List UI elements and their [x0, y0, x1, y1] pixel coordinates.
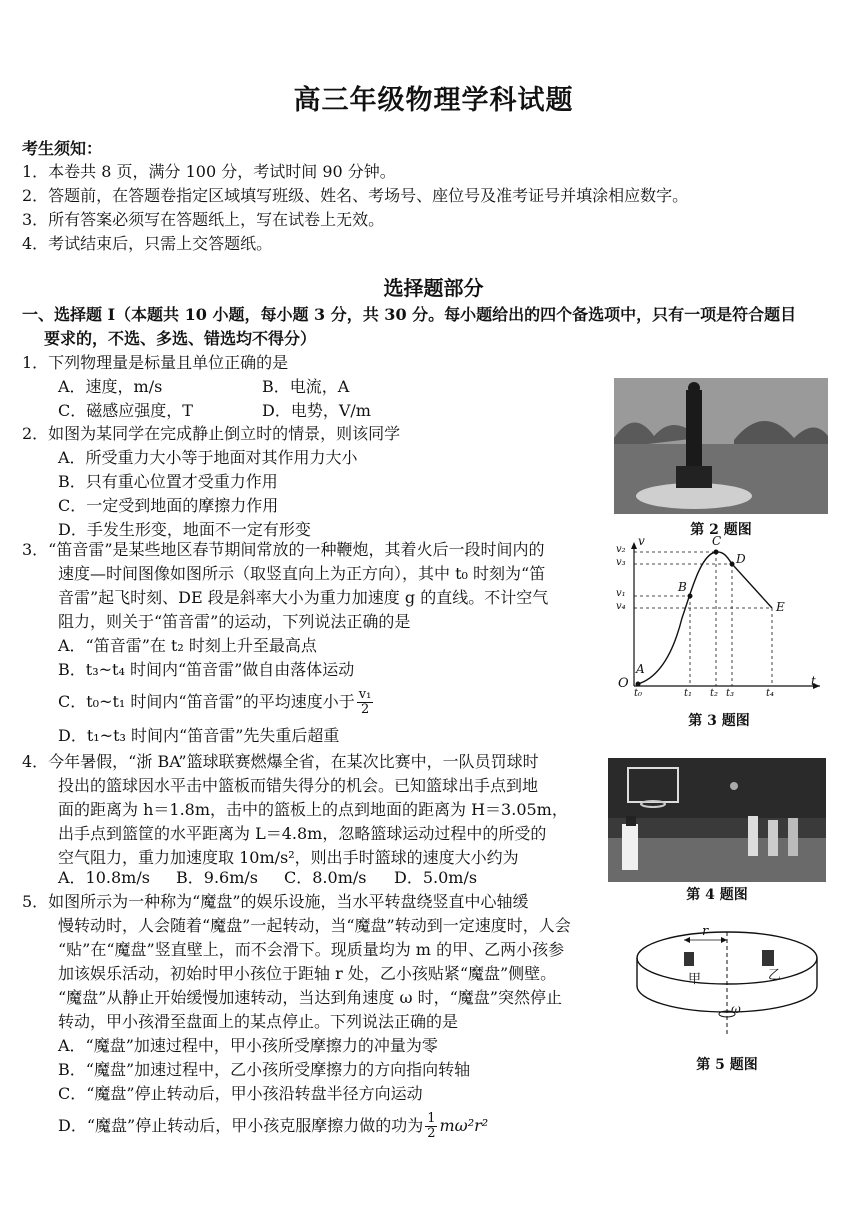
- fraction: [357, 688, 374, 717]
- q3-stem-line: 阻力，则关于“笛音雷”的运动，下列说法正确的是: [58, 612, 411, 631]
- q4-stem-line: 投出的篮球因水平击中篮板而错失得分的机会。已知篮球出手点到地: [58, 776, 539, 795]
- q3-stem-line: 速度—时间图像如图所示（取竖直向上为正方向），其中 t₀ 时刻为“笛: [58, 564, 546, 583]
- q3-stem-line: 音雷”起飞时刻、DE 段是斜率大小为重力加速度 g 的直线。不计空气: [58, 588, 549, 607]
- basketball-photo: [608, 758, 826, 882]
- notice-item: 4．考试结束后，只需上交答题纸。: [22, 234, 273, 253]
- q3-stem-line: 3．“笛音雷”是某些地区春节期间常放的一种鞭炮，其着火后一段时间内的: [22, 540, 545, 559]
- tick-t2: t₂: [710, 688, 719, 699]
- q2-option-a: A．所受重力大小等于地面对其作用力大小: [58, 448, 358, 467]
- q4-option-c: C．8.0m/s: [284, 868, 367, 887]
- q4-stem-line: 出手点到篮筐的水平距离为 L＝4.8m，忽略篮球运动过程中的所受的: [58, 824, 547, 843]
- point-b-label: B: [678, 580, 687, 594]
- figure-caption-5: 第 5 题图: [696, 1057, 758, 1073]
- q5-stem-line: 5．如图所示为一种称为“魔盘”的娱乐设施，当水平转盘绕竖直中心轴缓: [22, 892, 529, 911]
- q5-option-d: [58, 1112, 488, 1141]
- point-a-label: A: [636, 662, 645, 676]
- q5-option-c: C．“魔盘”停止转动后，甲小孩沿转盘半径方向运动: [58, 1084, 423, 1103]
- q5-option-b: B．“魔盘”加速过程中，乙小孩所受摩擦力的方向指向转轴: [58, 1060, 471, 1079]
- q5-option-d-expr: mω²r²: [439, 1116, 489, 1135]
- q5-stem-line: 转动，甲小孩滑至盘面上的某点停止。下列说法正确的是: [58, 1012, 459, 1031]
- point-c-label: C: [712, 534, 722, 548]
- q2-option-d: D．手发生形变，地面不一定有形变: [58, 520, 311, 539]
- section-title: 选择题部分: [383, 276, 484, 300]
- origin-label: O: [618, 676, 629, 691]
- child-yi-label: 乙: [768, 968, 782, 983]
- q2-option-c: C．一定受到地面的摩擦力作用: [58, 496, 279, 515]
- q2-stem: 2．如图为某同学在完成静止倒立时的情景，则该同学: [22, 424, 401, 443]
- q1-option-c: C．磁感应强度，T: [58, 401, 193, 420]
- q5-stem-line: 慢转动时，人会随着“魔盘”一起转动，当“魔盘”转动到一定速度时，人会: [58, 916, 571, 935]
- q4-option-a: A．10.8m/s: [58, 868, 150, 887]
- fraction-denominator: 2: [360, 702, 370, 717]
- notice-heading: 考生须知：: [22, 139, 103, 158]
- fraction-numerator: v₁: [358, 687, 372, 702]
- q1-option-a: A．速度，m/s: [58, 377, 163, 396]
- tick-v1: v₁: [616, 588, 626, 599]
- q5-option-d-text: D．“魔盘”停止转动后，甲小孩克服摩擦力做的功为: [58, 1116, 424, 1135]
- q4-stem-line: 4．今年暑假，“浙 BA”篮球联赛燃爆全省，在某次比赛中，一队员罚球时: [22, 752, 539, 771]
- fraction-numerator: 1: [427, 1111, 436, 1126]
- q3-option-c: [58, 688, 375, 717]
- q3-option-a: A．“笛音雷”在 t₂ 时刻上升至最高点: [58, 636, 317, 655]
- figure-caption-3: 第 3 题图: [688, 713, 750, 729]
- notice-item: 2．答题前，在答题卷指定区域填写班级、姓名、考场号、座位号及准考证号并填涂相应数字。: [22, 186, 689, 205]
- q4-option-b: B．9.6m/s: [176, 868, 258, 887]
- fraction: [425, 1112, 437, 1141]
- handstand-photo: [614, 378, 828, 514]
- tick-v2: v₂: [616, 544, 626, 555]
- tick-t0: t₀: [634, 688, 643, 699]
- tick-v4: v₄: [616, 601, 626, 612]
- part-heading: 一、选择题 I（本题共 10 小题，每小题 3 分，共 30 分。每小题给出的四个备选项中，只有一项是符合题目: [22, 305, 797, 324]
- q4-stem-line: 面的距离为 h＝1.8m，击中的篮板上的点到地面的距离为 H＝3.05m，: [58, 800, 568, 819]
- magic-disk-figure: [628, 918, 826, 1048]
- q1-stem: 1．下列物理量是标量且单位正确的是: [22, 353, 289, 372]
- notice-item: 3．所有答案必须写在答题纸上，写在试卷上无效。: [22, 210, 385, 229]
- tick-t3: t₃: [726, 688, 735, 699]
- radius-label: r: [702, 924, 709, 939]
- point-e-label: E: [776, 600, 785, 614]
- q3-option-d: D．t₁~t₃ 时间内“笛音雷”先失重后超重: [58, 726, 340, 745]
- page-title: 高三年级物理学科试题: [293, 85, 574, 116]
- q5-stem-line: 加该娱乐活动，初始时甲小孩位于距轴 r 处，乙小孩贴紧“魔盘”侧壁。: [58, 964, 557, 983]
- point-d-label: D: [736, 552, 746, 566]
- tick-v3: v₃: [616, 557, 626, 568]
- notice-item: 1．本卷共 8 页，满分 100 分，考试时间 90 分钟。: [22, 162, 396, 181]
- q2-option-b: B．只有重心位置才受重力作用: [58, 472, 278, 491]
- axis-v-label: v: [638, 534, 645, 548]
- q4-option-d: D．5.0m/s: [394, 868, 478, 887]
- figure-caption-4: 第 4 题图: [686, 887, 748, 903]
- q3-option-b: B．t₃~t₄ 时间内“笛音雷”做自由落体运动: [58, 660, 355, 679]
- tick-t4: t₄: [766, 688, 775, 699]
- figure-caption-2: 第 2 题图: [690, 522, 752, 538]
- q5-stem-line: “贴”在“魔盘”竖直壁上，而不会滑下。现质量均为 m 的甲、乙两小孩参: [58, 940, 565, 959]
- q1-option-d: D．电势，V/m: [262, 401, 371, 420]
- q1-option-b: B．电流，A: [262, 377, 350, 396]
- q5-stem-line: “魔盘”从静止开始缓慢加速转动，当达到角速度 ω 时，“魔盘”突然停止: [58, 988, 562, 1007]
- child-jia-label: 甲: [688, 972, 702, 987]
- q5-option-a: A．“魔盘”加速过程中，甲小孩所受摩擦力的冲量为零: [58, 1036, 438, 1055]
- q4-stem-line: 空气阻力，重力加速度取 10m/s²，则出手时篮球的速度大小约为: [58, 848, 519, 867]
- axis-t-label: t: [811, 674, 816, 688]
- tick-t1: t₁: [684, 688, 693, 699]
- vt-graph: [612, 534, 826, 699]
- fraction-denominator: 2: [427, 1126, 436, 1141]
- part-heading-cont: 要求的，不选、多选、错选均不得分）: [44, 329, 317, 348]
- q3-option-c-text: C．t₀~t₁ 时间内“笛音雷”的平均速度小于: [58, 692, 355, 711]
- omega-label: ω: [731, 1002, 741, 1016]
